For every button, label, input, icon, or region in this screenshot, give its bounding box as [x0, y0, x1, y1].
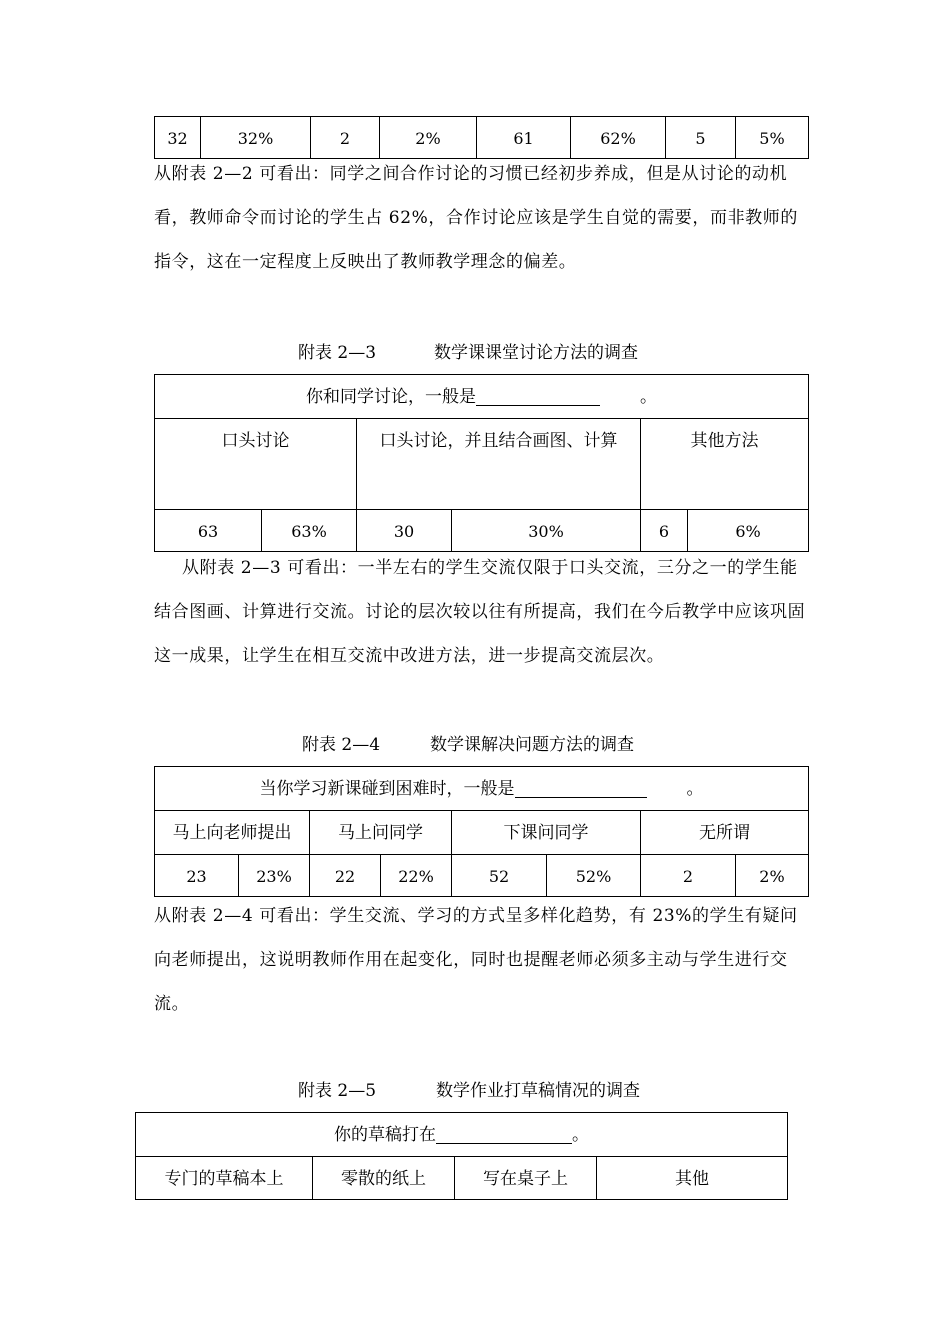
- options-row: [155, 811, 809, 855]
- table-2-4: [154, 766, 809, 897]
- table-cell: 6: [641, 510, 688, 552]
- table-cell: 63: [155, 510, 262, 552]
- table-cell: 2: [311, 117, 380, 159]
- table-cell: 30: [357, 510, 452, 552]
- question-suffix: 。: [640, 387, 658, 407]
- table-cell: 5%: [736, 117, 809, 159]
- option-cell: 写在桌子上: [455, 1157, 597, 1200]
- options-row: [155, 419, 809, 510]
- question-row: [155, 767, 809, 811]
- table-cell: 2%: [380, 117, 477, 159]
- question-row: [136, 1113, 788, 1157]
- answer-blank: [476, 387, 600, 406]
- table-title-2-4: 数学课解决问题方法的调查: [430, 735, 634, 755]
- option-cell: 专门的草稿本上: [136, 1157, 313, 1200]
- option-cell: 其他: [597, 1157, 788, 1200]
- table-cell: 32: [155, 117, 201, 159]
- option-cell: 零散的纸上: [313, 1157, 455, 1200]
- question-cell: [136, 1113, 788, 1157]
- table-label-2-3: 附表 2—3: [298, 343, 377, 363]
- option-cell: 口头讨论: [155, 419, 357, 510]
- table-cell: 5: [666, 117, 736, 159]
- table-cell: 6%: [688, 510, 809, 552]
- table-cell: 2: [641, 855, 736, 897]
- table-cell: 32%: [201, 117, 311, 159]
- table-cell: 63%: [262, 510, 357, 552]
- option-cell: 马上向老师提出: [155, 811, 310, 855]
- table-cell: 22: [310, 855, 381, 897]
- table-cell: 30%: [452, 510, 641, 552]
- answer-blank: [436, 1125, 572, 1144]
- table-cell: 61: [477, 117, 571, 159]
- table-label-2-4: 附表 2—4: [302, 735, 381, 755]
- table-cell: 22%: [381, 855, 452, 897]
- table-title-2-5: 数学作业打草稿情况的调查: [436, 1081, 640, 1101]
- table-cell: 23: [155, 855, 239, 897]
- question-suffix: 。: [572, 1125, 589, 1145]
- question-row: [155, 375, 809, 419]
- option-cell: 口头讨论，并且结合画图、计算: [357, 419, 641, 510]
- table-cell: 2%: [736, 855, 809, 897]
- answer-blank: [515, 779, 647, 798]
- option-cell: 无所谓: [641, 811, 809, 855]
- table-cell: 62%: [571, 117, 666, 159]
- option-cell: 下课问同学: [452, 811, 641, 855]
- option-cell: 马上问同学: [310, 811, 452, 855]
- options-row: [136, 1157, 788, 1200]
- conclusion-2-2: 从附表 2—2 可看出：同学之间合作讨论的习惯已经初步养成，但是从讨论的动机看，教师命令而讨论的学生占 62%，合作讨论应该是学生自觉的需要，而非教师的指令，这在一定程度上反映出了教师教学理念的偏差。: [154, 164, 798, 272]
- table-2-3: [154, 374, 809, 552]
- option-cell: 其他方法: [641, 419, 809, 510]
- question-cell: [155, 767, 809, 811]
- question-text: 你和同学讨论，一般是: [306, 387, 477, 407]
- table-2-5: [135, 1112, 788, 1200]
- table-cell: 52: [452, 855, 547, 897]
- question-cell: [155, 375, 809, 419]
- conclusion-2-3: 从附表 2—3 可看出：一半左右的学生交流仅限于口头交流，三分之一的学生能结合图画、计算进行交流。讨论的层次较以往有所提高，我们在今后教学中应该巩固这一成果，让学生在相互交流中改进方法，进一步提高交流层次。: [154, 558, 806, 666]
- question-text: 你的草稿打在: [334, 1125, 436, 1145]
- conclusion-2-4: 从附表 2—4 可看出：学生交流、学习的方式呈多样化趋势，有 23%的学生有疑问向老师提出，这说明教师作用在起变化，同时也提醒老师必须多主动与学生进行交流。: [154, 906, 798, 1014]
- question-suffix: 。: [686, 779, 704, 799]
- question-text: 当你学习新课碰到困难时，一般是: [259, 779, 515, 799]
- values-row: [155, 855, 809, 897]
- table-cell: 23%: [239, 855, 310, 897]
- table-label-2-5: 附表 2—5: [298, 1081, 377, 1101]
- table-cell: 52%: [547, 855, 641, 897]
- table-title-2-3: 数学课课堂讨论方法的调查: [434, 343, 638, 363]
